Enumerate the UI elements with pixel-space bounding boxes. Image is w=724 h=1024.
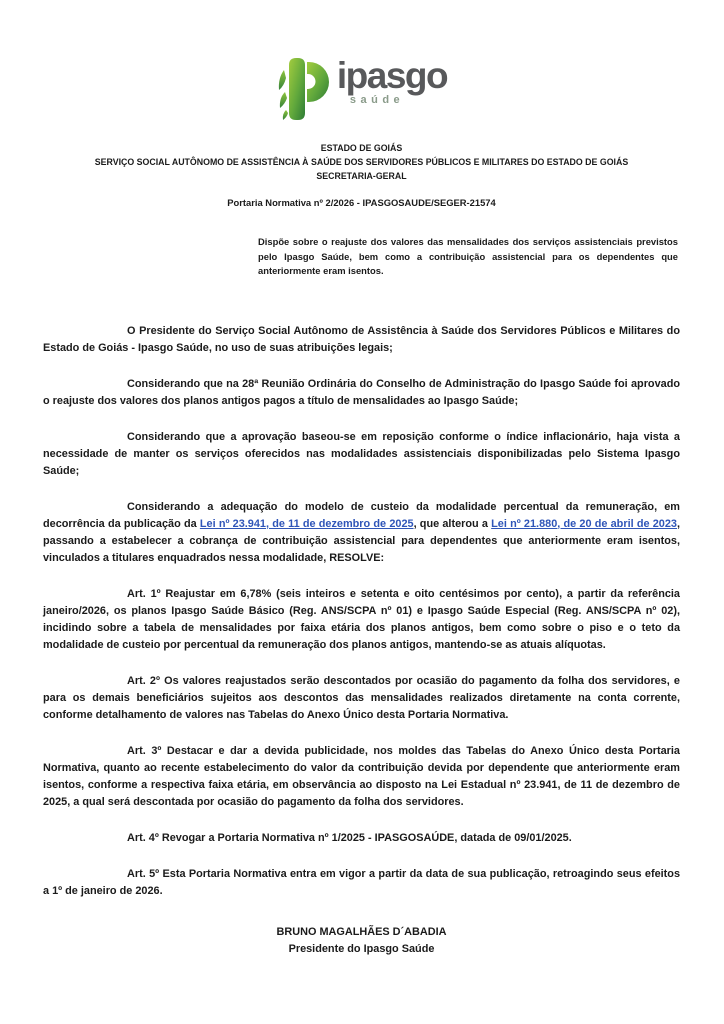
document-title: Portaria Normativa nº 2/2026 - IPASGOSAUDE/SEGER-21574 [227, 197, 496, 208]
paragraph-text: Art. 3º Destacar e dar a devida publicidade, nos moldes das Tabelas do Anexo Único desta Portaria Normativa, quanto ao recente estabelecimento do valor da contribuição devida por dependente que anteriormente eram isentos, conforme a respectiva faixa etária, em observância ao disposto na Lei Estadual nº 23.941, de 11 de dezembro de 2025, a qual será descontada por ocasião do pagamento da folha dos servidores. [43, 744, 680, 808]
org-header [43, 141, 680, 183]
logo [43, 0, 680, 122]
law-link[interactable]: Lei nº 21.880, de 20 de abril de 2023 [491, 517, 677, 530]
brand-text [337, 56, 447, 106]
paragraph-text: Art. 1º Reajustar em 6,78% (seis inteiros e setenta e oito centésimos por cento), a partir da referência janeiro/2026, os planos Ipasgo Saúde Básico (Reg. ANS/SCPA nº 01) e Ipasgo Saúde Especial (Reg. ANS/SCPA nº 02), incidindo sobre a tabela de mensalidades por faixa etária dos planos antigos, bem como sobre o piso e o teto da modalidade de custeio por percentual da remuneração dos planos antigos, mantendo-se as atuais alíquotas. [43, 587, 680, 651]
signature-block [43, 924, 680, 959]
signature-name: BRUNO MAGALHÃES D´ABADIA [276, 925, 447, 938]
ipasgo-p-leaf-icon [276, 56, 330, 122]
document-body [43, 323, 680, 900]
body-paragraph [43, 323, 680, 357]
brand-name: ipasgo [336, 55, 448, 96]
body-paragraph [43, 499, 680, 567]
body-paragraph [43, 429, 680, 480]
body-paragraph [43, 673, 680, 724]
paragraph-text: Considerando a adequação do modelo de custeio da modalidade percentual da remuneração, em decorrência da publicação da [43, 500, 680, 530]
paragraph-text: , que alterou a [413, 517, 492, 530]
signature-role: Presidente do Ipasgo Saúde [288, 943, 435, 955]
law-link[interactable]: Lei nº 23.941, de 11 de dezembro de 2025 [199, 517, 414, 530]
org-header-line-1: ESTADO DE GOIÁS [320, 143, 403, 153]
paragraph-text: Considerando que na 28ª Reunião Ordinária do Conselho de Administração do Ipasgo Saúde foi aprovado o reajuste dos valores dos planos antigos pagos a título de mensalidades ao Ipasgo Saúde; [43, 377, 680, 407]
paragraph-text: Art. 5º Esta Portaria Normativa entra em vigor a partir da data de sua publicação, retroagindo seus efeitos a 1º de janeiro de 2026. [43, 867, 680, 897]
body-paragraph [43, 376, 680, 410]
brand-tagline: saúde [349, 94, 405, 106]
org-header-line-2: SERVIÇO SOCIAL AUTÔNOMO DE ASSISTÊNCIA À SAÚDE DOS SERVIDORES PÚBLICOS E MILITARES DO ESTADO DE GOIÁS [94, 157, 629, 167]
paragraph-text: Art. 4º Revogar a Portaria Normativa nº 1/2025 - IPASGOSAÚDE, datada de 09/01/2025. [127, 831, 572, 844]
body-paragraph [43, 866, 680, 900]
paragraph-text: Art. 2º Os valores reajustados serão descontados por ocasião do pagamento da folha dos servidores, e para os demais beneficiários sujeitos aos descontos das mensalidades realizados diretamente na conta corrente, conforme detalhamento de valores nas Tabelas do Anexo Único desta Portaria Normativa. [43, 674, 680, 721]
body-paragraph [43, 586, 680, 654]
body-paragraph [43, 743, 680, 811]
org-header-line-3: SECRETARIA-GERAL [316, 171, 407, 181]
body-paragraph [43, 830, 680, 847]
paragraph-text: Considerando que a aprovação baseou-se em reposição conforme o índice inflacionário, haja vista a necessidade de manter os serviços oferecidos nas modalidades assistenciais disponibilizadas pelo Sistema Ipasgo Saúde; [43, 430, 680, 477]
ementa: Dispõe sobre o reajuste dos valores das mensalidades dos serviços assistenciais previstos pelo Ipasgo Saúde, bem como a contribuição assistencial para os dependentes que anteriormente eram isentos. [258, 236, 678, 276]
paragraph-text: O Presidente do Serviço Social Autônomo de Assistência à Saúde dos Servidores Públicos e Militares do Estado de Goiás - Ipasgo Saúde, no uso de suas atribuições legais; [43, 324, 680, 354]
paragraph-text: , passando a estabelecer a cobrança de contribuição assistencial para dependentes que anteriormente eram isentos, vinculados a titulares enquadrados nessa modalidade, RESOLVE: [43, 517, 681, 564]
